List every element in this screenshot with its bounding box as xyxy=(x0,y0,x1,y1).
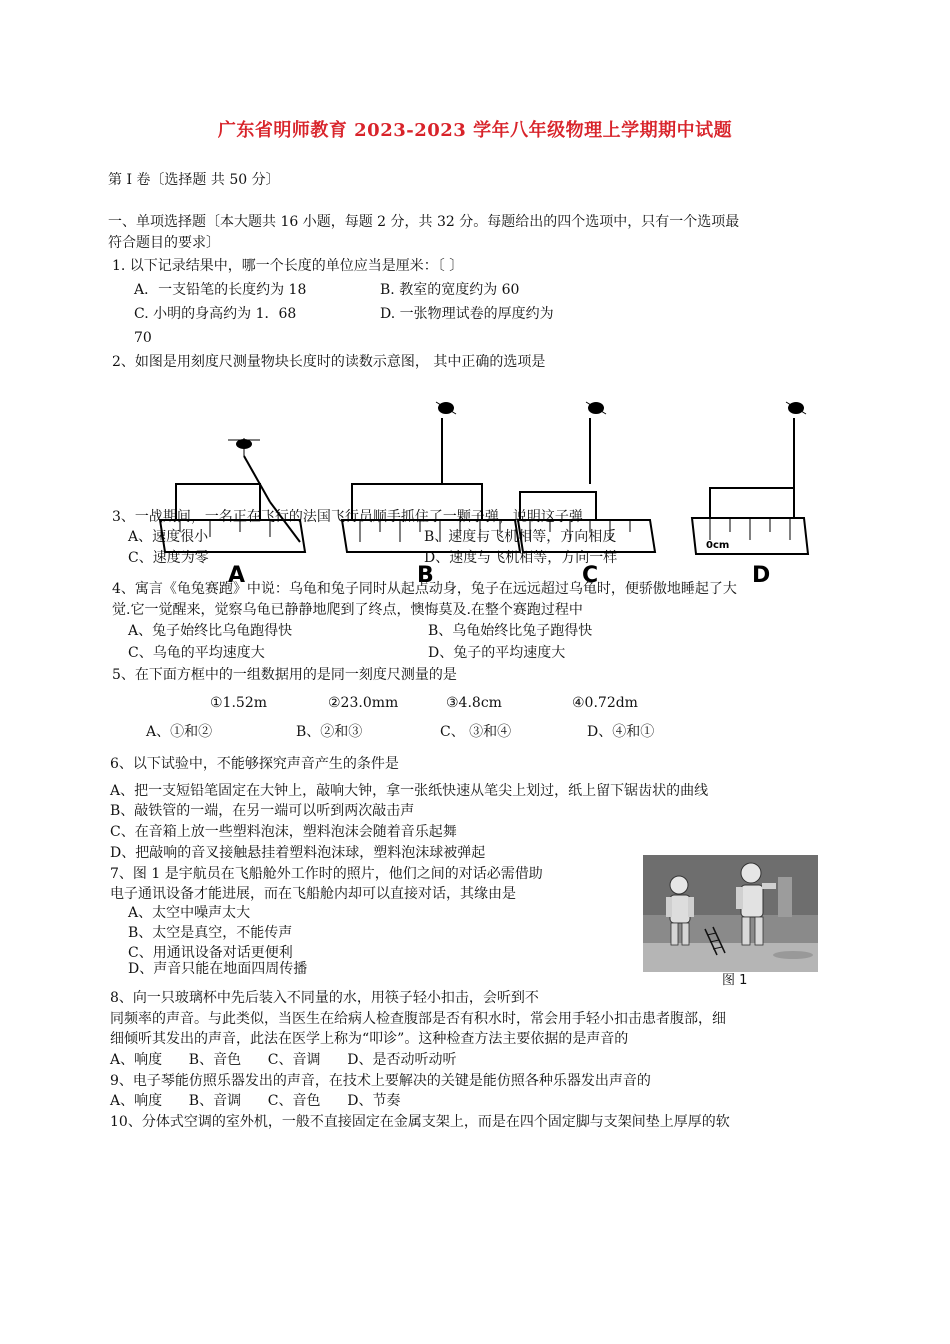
ruler-diagram-d xyxy=(692,402,808,588)
q9-options: A、响度 B、音调 C、音色 D、节奏 xyxy=(110,1093,401,1109)
q5-data-4: ④0.72dm xyxy=(572,695,638,711)
q1-stem: 1. 以下记录结果中，哪一个长度的单位应当是厘米：〔 〕 xyxy=(112,258,464,274)
q7-option-b: B、太空是真空，不能传声 xyxy=(128,925,293,941)
q3-stem: 3、一战期间，一名正在飞行的法国飞行员顺手抓住了一颗子弹，说明这子弹 xyxy=(112,509,583,525)
q6-option-c: C、在音箱上放一些塑料泡沫，塑料泡沫会随着音乐起舞 xyxy=(110,824,457,840)
q5-data-2: ②23.0mm xyxy=(328,695,399,711)
q1-option-d-value: 70 xyxy=(134,330,152,346)
q8-line1: 8、向一只玻璃杯中先后装入不同量的水，用筷子轻小扣击，会听到不 xyxy=(110,990,539,1006)
q7-option-c: C、用通讯设备对话更便利 xyxy=(128,945,293,961)
q5-option-b: B、②和③ xyxy=(296,724,363,740)
label-c: C xyxy=(582,563,599,588)
astronaut-photo xyxy=(643,855,818,972)
q3-option-b: B、速度与飞机相等，方向相反 xyxy=(424,529,617,545)
q4-line1: 4、寓言《龟兔赛跑》中说：乌龟和兔子同时从起点动身，兔子在远远超过乌龟时，便骄傲地睡起了大 xyxy=(112,581,737,597)
q5-data-1: ①1.52m xyxy=(210,695,267,711)
label-d: D xyxy=(752,563,771,588)
q7-line2: 电子通讯设备才能进展，而在飞船舱内却可以直接对话，其缘由是 xyxy=(110,886,516,902)
q1-option-d: D. 一张物理试卷的厚度约为 xyxy=(380,306,554,322)
q1-option-a: A．一支铅笔的长度约为 18 xyxy=(134,282,307,298)
part1-instructions-line1: 一、单项选择题〔本大题共 16 小题，每题 2 分，共 32 分。每题给出的四个选项中，只有一个选项最 xyxy=(108,214,740,230)
q9-stem: 9、电子琴能仿照乐器发出的声音，在技术上要解决的关键是能仿照各种乐器发出声音的 xyxy=(110,1073,651,1089)
q6-option-d: D、把敲响的音叉接触悬挂着塑料泡沫球，塑料泡沫球被弹起 xyxy=(110,845,486,861)
q4-option-b: B、乌龟始终比兔子跑得快 xyxy=(428,623,593,639)
section-heading: 第 I 卷〔选择题 共 50 分〕 xyxy=(108,172,280,188)
q8-options: A、响度 B、音色 C、音调 D、是否动听动听 xyxy=(110,1052,457,1068)
part1-instructions-line2: 符合题目的要求〕 xyxy=(108,235,220,251)
q4-option-d: D、兔子的平均速度大 xyxy=(428,645,566,661)
q6-option-a: A、把一支短铅笔固定在大钟上，敲响大钟，拿一张纸快速从笔尖上划过，纸上留下锯齿状的曲线 xyxy=(110,783,709,799)
ruler-measurement-figure xyxy=(120,392,820,592)
q5-option-c: C、 ③和④ xyxy=(440,724,512,740)
q4-option-c: C、乌龟的平均速度大 xyxy=(128,645,265,661)
q10-stem: 10、分体式空调的室外机，一般不直接固定在金属支架上，而是在四个固定脚与支架间垫上厚厚的软 xyxy=(110,1114,730,1130)
q1-option-c: C. 小明的身高约为 1．68 xyxy=(134,306,297,322)
q3-option-c: C、速度为零 xyxy=(128,550,209,566)
figure1-caption: 图 1 xyxy=(722,973,748,988)
q7-option-d: D、声音只能在地面四周传播 xyxy=(128,961,308,977)
page-title: 广东省明师教育 2023-2023 学年八年级物理上学期期中试题 xyxy=(217,120,733,141)
q8-line2: 同频率的声音。与此类似，当医生在给病人检查腹部是否有积水时，常会用手轻小扣击患者腹部，细 xyxy=(110,1011,726,1027)
q5-data-3: ③4.8cm xyxy=(446,695,502,711)
q4-option-a: A、兔子始终比乌龟跑得快 xyxy=(128,623,293,639)
q6-option-b: B、敲铁管的一端，在另一端可以听到两次敲击声 xyxy=(110,803,415,819)
ruler-diagram-c xyxy=(518,402,655,588)
q1-option-b: B. 教室的宽度约为 60 xyxy=(380,282,520,298)
ruler-diagram-a xyxy=(160,438,305,588)
q3-option-a: A、速度很小 xyxy=(128,529,209,545)
q6-stem: 6、以下试验中，不能够探究声音产生的条件是 xyxy=(110,756,399,772)
zero-cm-mark: 0cm xyxy=(706,540,730,551)
q3-option-d: D、速度与飞机相等，方向一样 xyxy=(424,550,618,566)
q5-option-a: A、①和② xyxy=(146,724,213,740)
label-b: B xyxy=(417,563,434,588)
q5-option-d: D、④和① xyxy=(587,724,655,740)
label-a: A xyxy=(228,563,246,588)
ruler-diagram-b xyxy=(342,402,520,588)
q4-line2: 觉.它一觉醒来，觉察乌龟已静静地爬到了终点，懊悔莫及.在整个赛跑过程中 xyxy=(112,602,583,618)
q5-stem: 5、在下面方框中的一组数据用的是同一刻度尺测量的是 xyxy=(112,667,457,683)
q7-option-a: A、太空中噪声太大 xyxy=(128,905,251,921)
q7-line1: 7、图 1 是宇航员在飞船舱外工作时的照片，他们之间的对话必需借助 xyxy=(110,866,543,882)
q8-line3: 细倾听其发出的声音，此法在医学上称为“叩诊”。这种检查方法主要依据的是声音的 xyxy=(110,1031,629,1047)
q2-stem: 2、如图是用刻度尺测量物块长度时的读数示意图， 其中正确的选项是 xyxy=(112,354,546,370)
